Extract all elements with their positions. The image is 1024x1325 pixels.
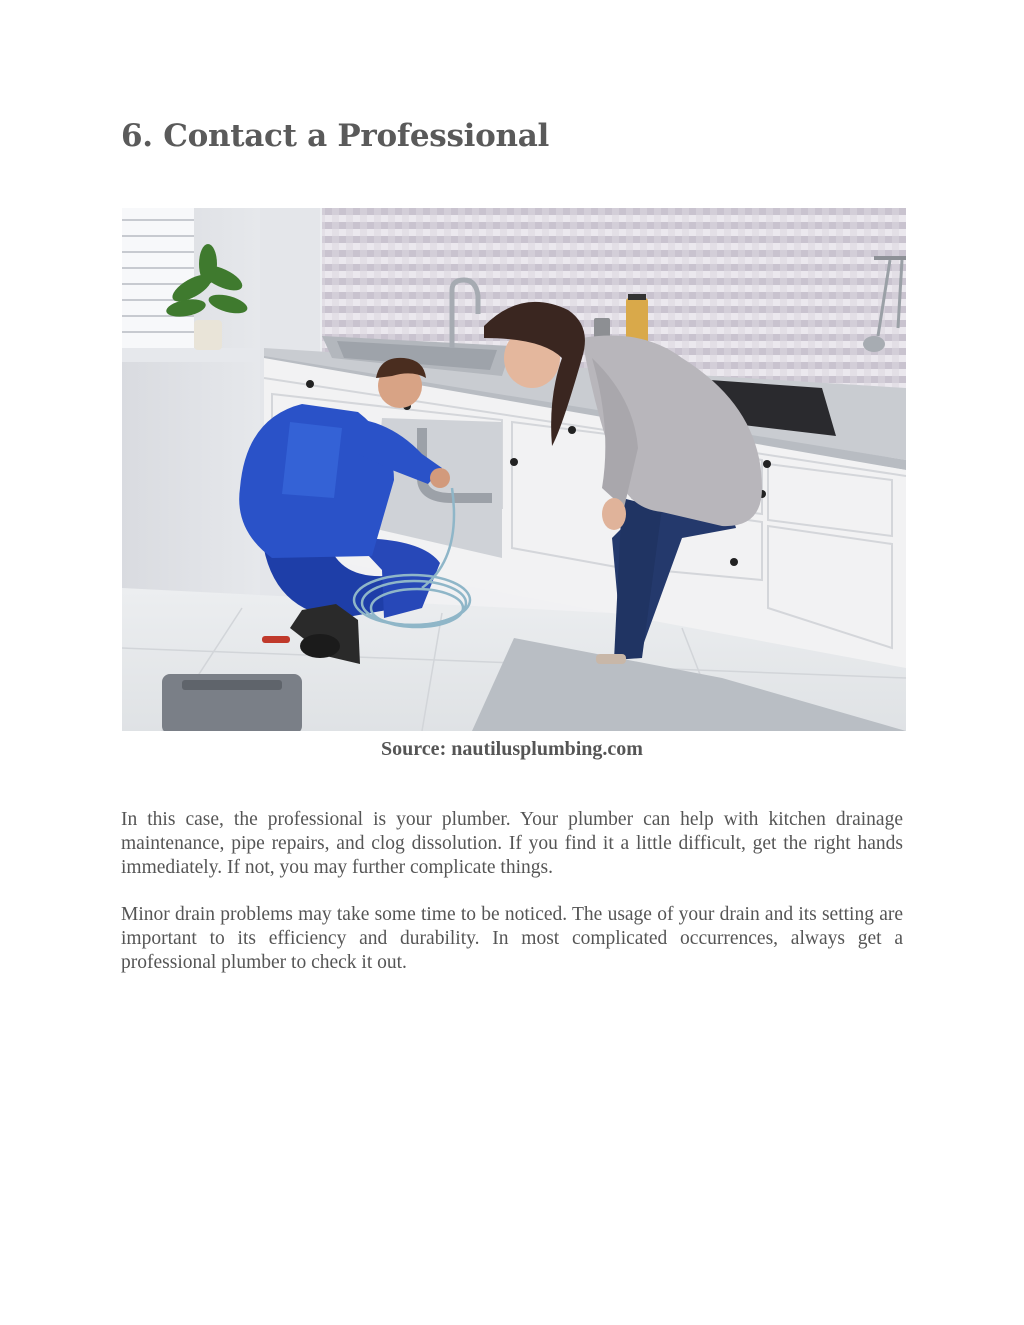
plumber-photo [122, 208, 906, 731]
figure-caption: Source: nautilusplumbing.com [381, 738, 643, 760]
paragraph-1: In this case, the professional is your plumber. Your plumber can help with kitchen drainage maintenance, pipe repairs, and clog dissolution. If you find it a little difficult, get the right hands immediately. If not, you may further complicate things. [121, 809, 903, 878]
page-heading: 6. Contact a Professional [121, 118, 549, 154]
paragraph-2: Minor drain problems may take some time to be noticed. The usage of your drain and its setting are important to its efficiency and durability. In most complicated occurrences, always get a professional plumber to check it out. [121, 904, 903, 973]
